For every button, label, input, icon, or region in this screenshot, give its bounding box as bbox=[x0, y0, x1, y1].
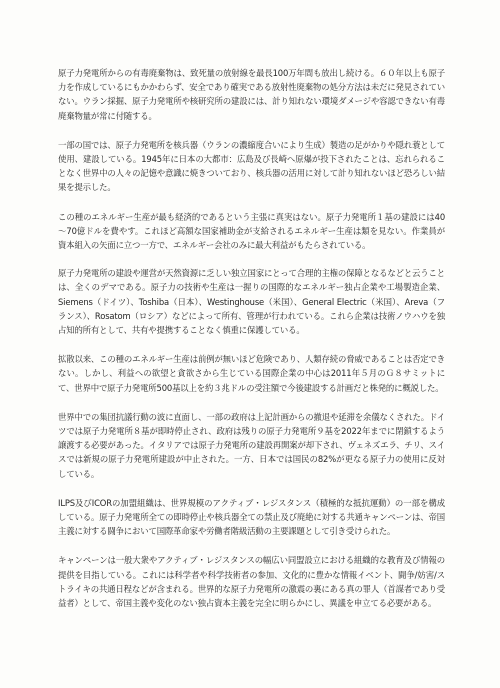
paragraph: この種のエネルギー生産が最も経済的であるという主張に真実はない。原子力発電所１基の建設には40～70億ドルを費やす。これほど高額な国家補助金が支給されるエネルギー生産は類を見ない。作業員が資本組入の矢面に立つ一方で、エネルギー会社のみに最大利益がもたらされている。 bbox=[58, 211, 445, 251]
document-body bbox=[58, 66, 445, 625]
paragraph: 原子力発電所の建設や運営が天然資源に乏しい独立国家にとって合理的主権の保障となるなどと云うことは、全くのデマである。原子力の技術や生産は一握りの国際的なエネルギー独占企業や工場製造企業、Siemens（ドイツ）、Toshiba（日本）、Westinghouse（米国）、General Electric（米国）、Areva（フランス）、Rosatom（ロシア）などによって所有、管理が行われている。これら企業は技術ノウハウを独占知的所有として、共有や提携することなく慎重に保護している。 bbox=[58, 268, 445, 336]
paragraph: 拡散以来、この種のエネルギー生産は前例が無いほど危険であり、人類存続の脅威であることは否定できない。しかし、利益への欲望と貪欲さから生じている国際企業の中心は2011年５月のＧ８サミットにて、世界中で原子力発電所500基以上を約３兆ドルの受注額で今後建設する計画だと株発的に概説した。 bbox=[58, 354, 445, 393]
paragraph: 世界中での集団抗議行動の波に直面し、一部の政府は上記計画からの撤退や延滞を余儀なくされた。ドイツでは原子力発電所８基が即時停止され、政府は残りの原子力発電所９基を2022年までに閉鎖するよう譲渡する必要があった。イタリアでは原子力発電所の建設再開案が却下され、ヴェネズエラ、チリ、スイスでは新規の原子力発電所建設が中止された。一方、日本では国民の82%が更なる原子力の使用に反対している。 bbox=[58, 411, 445, 479]
paragraph: 一部の国では、原子力発電所を核兵器（ウランの濃縮度合いにより生成）製造の足がかりや隠れ蓑として使用、建設している。1945年に日本の大都市：広島及び長崎へ原爆が投下されたことは、忘れられることなく世界中の人々の記憶や意識に焼きついており、核兵器の活用に対して計り知れないほど恐ろしい結果を提示した。 bbox=[58, 139, 445, 193]
paragraph: 原子力発電所からの有毒廃棄物は、致死量の放射線を最長100万年間も放出し続ける。６０年以上も原子力を作成しているにもかかわらず、安全であり確実である放射性廃棄物の処分方法は未だに発見されていない。ウラン採掘、原子力発電所や核研究所の建設には、計り知れない環境ダメージや容認できない有毒廃棄物量が常に付随する。 bbox=[58, 68, 445, 121]
paragraph: ILPS及びICORの加盟組織は、世界規模のアクティブ・レジスタンス（積極的な抵抗運動）の一部を構成している。原子力発電所全ての即時停止や核兵器全ての禁止及び廃絶に対する共通キャンペーンは、帝国主義に対する闘争において国際革命家や労働者階級活動の主要課題として引き受けられた。 bbox=[58, 497, 445, 537]
paragraph: キャンペーンは一般大衆やアクティブ・レジスタンスの幅広い同盟設立における組織的な教育及び情報の提供を目指している。これには科学者や科学技術者の参加、文化的に豊かな情報イベント、闘争/妨害/ストライキの共通日程などが含まれる。世界的な原子力発電所の激震の裏にある真の罪人（首謀者であり受益者）として、帝国主義や変化のない独占資本主義を完全に明らかにし、異議を申立てる必要がある。 bbox=[58, 555, 445, 609]
